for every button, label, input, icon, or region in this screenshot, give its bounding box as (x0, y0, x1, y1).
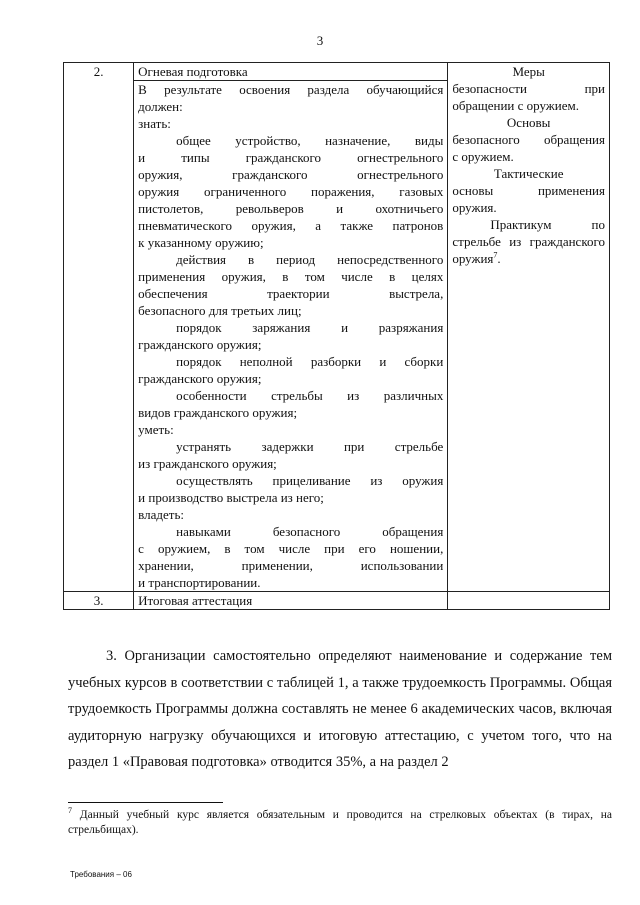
desc-line: и транспортировании. (138, 575, 261, 590)
row-number: 2. (64, 63, 134, 592)
program-table (63, 62, 610, 610)
desc-line: гражданского оружия; (138, 371, 262, 386)
list-item: Основы (506, 115, 551, 130)
list-item: Практикум по (490, 217, 605, 232)
desc-line: видов гражданского оружия; (138, 405, 298, 420)
body-paragraph: 3. Организации самостоятельно определяют наименование и содержание тем учебных курсов в соответствии с таблицей 1, а также трудоемкость Программы. Общая трудоемкость Программы должна составлять не менее 6 академических часов, включая аудиторную нагрузку обучающихся и итоговую аттестацию, с учетом того, что на раздел 1 «Правовая подготовка» отводится 35%, а на раздел 2 (68, 648, 612, 770)
list-item: основы применения (452, 183, 605, 198)
list-item: Меры (512, 64, 545, 79)
list-item: безопасности при (452, 81, 605, 96)
desc-line: хранении, применении, использовании (138, 558, 444, 573)
desc-line: действия в период непосредственного (176, 252, 444, 267)
desc-line: оружия, гражданского огнестрельного (138, 167, 444, 182)
desc-line: оружия ограниченного поражения, газовых (138, 184, 444, 199)
desc-line: применения оружия, в том числе в целях (138, 269, 444, 284)
desc-line: устранять задержки при стрельбе (176, 439, 444, 454)
page-number: 3 (316, 33, 324, 48)
desc-line: должен: (138, 99, 183, 114)
desc-line: пистолетов, револьверов и охотничьего (138, 201, 444, 216)
section-description (134, 81, 448, 592)
desc-line: порядок заряжания и разряжания (176, 320, 444, 335)
list-item: оружия. (452, 200, 497, 215)
footnote-divider (68, 802, 223, 803)
desc-line: с оружием, в том числе при его ношении, (138, 541, 444, 556)
table-row (64, 592, 610, 610)
desc-line: пневматического оружия, а также патронов (138, 218, 444, 233)
desc-line: гражданского оружия; (138, 337, 262, 352)
section-title: Итоговая аттестация (134, 592, 448, 610)
list-item-period: . (497, 251, 501, 266)
desc-line: навыками безопасного обращения (176, 524, 444, 539)
desc-line: к указанному оружию; (138, 235, 264, 250)
list-item: Тактические (493, 166, 564, 181)
desc-line: безопасного для третьих лиц; (138, 303, 302, 318)
list-item (452, 250, 605, 267)
footnote-mark: 7 (68, 806, 72, 816)
body-paragraph-block (68, 643, 612, 776)
page-footer: Требования – 06 (70, 870, 132, 879)
desc-line: общее устройство, назначение, виды (176, 133, 444, 148)
list-item-text: оружия (452, 251, 494, 266)
list-item: безопасного обращения (452, 132, 605, 147)
desc-line: порядок неполной разборки и сборки (176, 354, 444, 369)
row-number: 3. (64, 592, 134, 610)
desc-line: и производство выстрела из него; (138, 490, 324, 505)
footnote (68, 808, 612, 838)
desc-line: и типы гражданского огнестрельного (138, 150, 444, 165)
course-topics-empty (448, 592, 610, 610)
list-item: с оружием. (452, 149, 514, 164)
desc-line: уметь: (138, 422, 174, 437)
list-item: стрельбе из гражданского (452, 234, 605, 249)
table-row (64, 63, 610, 81)
desc-line: владеть: (138, 507, 184, 522)
desc-line: знать: (138, 116, 171, 131)
course-topics (448, 63, 610, 592)
list-item: обращении с оружием. (452, 98, 579, 113)
footnote-ref: 7 (493, 250, 498, 260)
desc-line: из гражданского оружия; (138, 456, 277, 471)
desc-line: особенности стрельбы из различных (176, 388, 444, 403)
footnote-text: Данный учебный курс является обязательным и проводится на стрелковых объектах (в тирах, на стрельбищах). (68, 809, 612, 836)
desc-line: обеспечения траектории выстрела, (138, 286, 444, 301)
desc-line: В результате освоения раздела обучающийся (138, 82, 444, 97)
section-title: Огневая подготовка (134, 63, 448, 81)
desc-line: осуществлять прицеливание из оружия (176, 473, 444, 488)
